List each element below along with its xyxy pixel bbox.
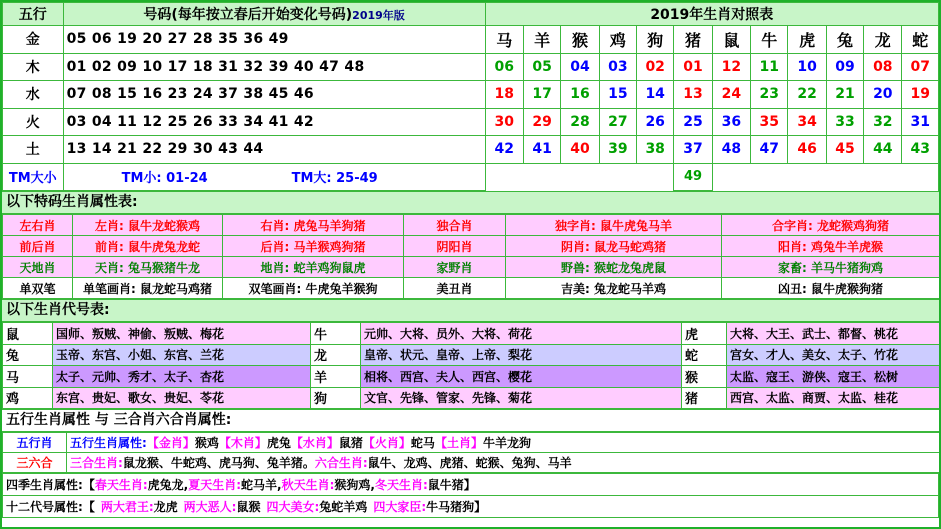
element-label: 水 (3, 81, 64, 109)
attr-cell: 单双笔 (3, 278, 73, 299)
zodiac-header-cell: 狗 (637, 26, 674, 54)
code-text-cell: 国师、叛贼、神偷、叛贼、梅花 (53, 323, 311, 345)
attr-row (3, 236, 940, 257)
attr-cell: 独合肖 (404, 215, 506, 236)
element-row (3, 136, 939, 164)
wuxing-props-label: 五行肖 (3, 433, 67, 453)
element-label: 木 (3, 53, 64, 81)
zodiac-number-cell: 46 (788, 136, 826, 164)
code-zodiac-cell: 蛇 (682, 344, 727, 366)
zodiac-header-cell: 猪 (674, 26, 712, 54)
element-numbers: 13 14 21 22 29 30 43 44 (63, 136, 485, 164)
code-text-cell: 太监、寇王、游侠、寇王、松树 (727, 366, 940, 388)
wuxing-value: 猴鸡 (194, 436, 219, 450)
season-text: 四季生肖属性:【春天生肖:虎兔龙,夏天生肖:蛇马羊,秋天生肖:猴狗鸡,冬天生肖:鼠牛猪】 (3, 474, 939, 496)
zodiac-number-cell: 10 (788, 53, 826, 81)
code-zodiac-cell: 鼠 (3, 323, 53, 345)
season-row (3, 474, 939, 496)
code-zodiac-cell: 牛 (311, 323, 361, 345)
zodiac-number-cell: 16 (561, 81, 599, 109)
wuxing-props-text: 五行生肖属性:【金肖】猴鸡【木肖】虎兔【水肖】鼠猪【火肖】蛇马【土肖】牛羊龙狗 (67, 433, 940, 453)
code-text-cell: 文官、先锋、管家、先锋、菊花 (361, 387, 682, 409)
season-tag: 冬天生肖: (374, 478, 428, 492)
attr-row (3, 215, 940, 236)
code-zodiac-cell: 鸡 (3, 387, 53, 409)
tm-extra-number: 49 (674, 163, 712, 191)
zodiac-number-cell: 20 (864, 81, 902, 109)
code-zodiac-cell: 猴 (682, 366, 727, 388)
season-table (2, 473, 939, 518)
element-label: 火 (3, 108, 64, 136)
wuxing-tag: 【木肖】 (218, 436, 267, 450)
zodiac-number-cell: 02 (637, 53, 674, 81)
code-zodiac-cell: 猪 (682, 387, 727, 409)
attr-cell: 天地肖 (3, 257, 73, 278)
zodiac-number-cell: 01 (674, 53, 712, 81)
zodiac-number-cell: 28 (561, 108, 599, 136)
zodiac-number-cell: 08 (864, 53, 902, 81)
zodiac-header-cell: 蛇 (902, 26, 939, 54)
zodiac-number-cell: 18 (485, 81, 523, 109)
zodiac-number-cell: 11 (751, 53, 788, 81)
zodiac-number-cell: 40 (561, 136, 599, 164)
sanhe-props-text: 三合生肖:鼠龙猴、牛蛇鸡、虎马狗、兔羊猪。六合生肖:鼠牛、龙鸡、虎猪、蛇猴、兔狗、马羊 (67, 453, 940, 473)
zodiac-number-cell: 48 (712, 136, 750, 164)
element-label: 土 (3, 136, 64, 164)
wuxing-tag: 【金肖】 (146, 436, 195, 450)
zodiac-number-cell: 32 (864, 108, 902, 136)
codes-section-title: 以下生肖代号表: (2, 299, 939, 322)
zodiac-number-cell: 35 (751, 108, 788, 136)
attr-section-title: 以下特码生肖属性表: (2, 191, 939, 214)
zodiac-number-cell: 34 (788, 108, 826, 136)
zodiac-header-cell: 羊 (523, 26, 560, 54)
zodiac-number-cell: 31 (902, 108, 939, 136)
twelve-text: 十二代号属性:【 两大君王:龙虎 两大恶人:鼠猴 四大美女:兔蛇羊鸡 四大家臣:牛马猪狗】 (3, 496, 939, 518)
attr-cell: 美丑肖 (404, 278, 506, 299)
attr-cell: 前后肖 (3, 236, 73, 257)
twelve-value: 鼠猴 (236, 500, 261, 514)
twelve-tag: 两大恶人: (183, 500, 237, 514)
zodiac-header-cell: 马 (485, 26, 523, 54)
zodiac-number-cell: 21 (826, 81, 863, 109)
wuxing-props-row (3, 433, 940, 453)
wuxing-value: 鼠猪 (338, 436, 363, 450)
zodiac-number-cell: 13 (674, 81, 712, 109)
zodiac-number-cell: 42 (485, 136, 523, 164)
zodiac-header-cell: 虎 (788, 26, 826, 54)
wuxing-tag: 【水肖】 (290, 436, 339, 450)
code-text-cell: 玉帝、东宫、小姐、东宫、兰花 (53, 344, 311, 366)
attr-cell: 双笔画肖: 牛虎兔羊猴狗 (223, 278, 404, 299)
zodiac-header-cell: 鸡 (599, 26, 636, 54)
element-numbers: 01 02 09 10 17 18 31 32 39 40 47 48 (63, 53, 485, 81)
twelve-tag: 两大君王: (100, 500, 154, 514)
attr-cell: 右肖: 虎兔马羊狗猪 (223, 215, 404, 236)
table-header-row (3, 3, 939, 26)
zodiac-number-cell: 15 (599, 81, 636, 109)
zodiac-number-cell: 44 (864, 136, 902, 164)
zodiac-header-cell: 鼠 (712, 26, 750, 54)
attr-cell: 前肖: 鼠牛虎兔龙蛇 (73, 236, 223, 257)
code-row (3, 387, 940, 409)
zodiac-number-cell: 17 (523, 81, 560, 109)
zodiac-number-cell: 36 (712, 108, 750, 136)
tm-size-row (3, 163, 939, 191)
code-zodiac-cell: 兔 (3, 344, 53, 366)
numbers-header: 号码(每年按立春后开始变化号码)2019年版 (63, 3, 485, 26)
code-zodiac-cell: 马 (3, 366, 53, 388)
element-row (3, 26, 939, 54)
zodiac-number-cell: 26 (637, 108, 674, 136)
zodiac-header-cell: 兔 (826, 26, 863, 54)
code-text-cell: 西宫、太监、商贾、太监、桂花 (727, 387, 940, 409)
zodiac-number-cell: 33 (826, 108, 863, 136)
attr-table (2, 214, 940, 299)
zodiac-number-cell: 39 (599, 136, 636, 164)
season-tag: 夏天生肖: (188, 478, 242, 492)
season-value: 猴狗鸡, (334, 478, 375, 492)
props-table (2, 432, 940, 473)
zodiac-codes-table (2, 322, 940, 409)
twelve-tag: 四大家臣: (373, 500, 427, 514)
tm-label: TM大小 (3, 163, 64, 191)
zodiac-number-cell: 25 (674, 108, 712, 136)
wuxing-value: 虎兔 (266, 436, 291, 450)
wuxing-tag: 【火肖】 (362, 436, 411, 450)
zodiac-number-cell: 22 (788, 81, 826, 109)
code-row (3, 366, 940, 388)
twelve-row (3, 496, 939, 518)
attr-cell: 阳肖: 鸡兔牛羊虎猴 (722, 236, 940, 257)
code-text-cell: 相将、西宫、夫人、西宫、樱花 (361, 366, 682, 388)
code-zodiac-cell: 狗 (311, 387, 361, 409)
zodiac-number-cell: 14 (637, 81, 674, 109)
element-row (3, 108, 939, 136)
element-row (3, 81, 939, 109)
zodiac-table-title: 2019年生肖对照表 (485, 3, 938, 26)
code-text-cell: 元帅、大将、员外、大将、荷花 (361, 323, 682, 345)
zodiac-number-cell: 30 (485, 108, 523, 136)
code-zodiac-cell: 虎 (682, 323, 727, 345)
attr-cell: 独字肖: 鼠牛虎兔马羊 (506, 215, 722, 236)
zodiac-number-cell: 45 (826, 136, 863, 164)
zodiac-number-cell: 24 (712, 81, 750, 109)
season-tag: 秋天生肖: (281, 478, 335, 492)
element-numbers: 07 08 15 16 23 24 37 38 45 46 (63, 81, 485, 109)
season-tag: 春天生肖: (94, 478, 148, 492)
sanhe-props-label: 三六合 (3, 453, 67, 473)
attr-cell: 吉美: 兔龙蛇马羊鸡 (506, 278, 722, 299)
wuxing-tag: 【土肖】 (434, 436, 483, 450)
tm-range: TM小: 01-24 TM大: 25-49 (63, 163, 485, 191)
attr-cell: 左右肖 (3, 215, 73, 236)
zodiac-number-table (2, 2, 939, 191)
attr-row (3, 257, 940, 278)
wuxing-header: 五行 (3, 3, 64, 26)
zodiac-header-cell: 龙 (864, 26, 902, 54)
attr-cell: 左肖: 鼠牛龙蛇猴鸡 (73, 215, 223, 236)
element-label: 金 (3, 26, 64, 54)
season-value: 蛇马羊, (241, 478, 282, 492)
code-row (3, 323, 940, 345)
element-row (3, 53, 939, 81)
code-text-cell: 东宫、贵妃、歌女、贵妃、苓花 (53, 387, 311, 409)
attr-cell: 合字肖: 龙蛇猴鸡狗猪 (722, 215, 940, 236)
zodiac-number-cell: 09 (826, 53, 863, 81)
attr-cell: 野兽: 猴蛇龙兔虎鼠 (506, 257, 722, 278)
zodiac-header-cell: 猴 (561, 26, 599, 54)
twelve-value: 牛马猪狗 (426, 500, 475, 514)
zodiac-number-cell: 03 (599, 53, 636, 81)
zodiac-number-cell: 06 (485, 53, 523, 81)
code-zodiac-cell: 羊 (311, 366, 361, 388)
element-numbers: 05 06 19 20 27 28 35 36 49 (63, 26, 485, 54)
attr-cell: 后肖: 马羊猴鸡狗猪 (223, 236, 404, 257)
attr-cell: 阴肖: 鼠龙马蛇鸡猪 (506, 236, 722, 257)
twelve-value: 龙虎 (153, 500, 178, 514)
zodiac-number-cell: 47 (751, 136, 788, 164)
attr-cell: 地肖: 蛇羊鸡狗鼠虎 (223, 257, 404, 278)
code-text-cell: 宫女、才人、美女、太子、竹花 (727, 344, 940, 366)
wuxing-value: 蛇马 (410, 436, 435, 450)
season-value: 虎兔龙, (147, 478, 189, 492)
twelve-tag: 四大美女: (266, 500, 320, 514)
code-row (3, 344, 940, 366)
zodiac-header-cell: 牛 (751, 26, 788, 54)
attr-row (3, 278, 940, 299)
attr-cell: 阴阳肖 (404, 236, 506, 257)
zodiac-number-cell: 12 (712, 53, 750, 81)
zodiac-number-cell: 23 (751, 81, 788, 109)
season-value: 鼠牛猪 (427, 478, 464, 492)
zodiac-number-cell: 04 (561, 53, 599, 81)
wuxing-value: 牛羊龙狗 (482, 436, 531, 450)
sanhe-props-row (3, 453, 940, 473)
attr-cell: 家畜: 羊马牛猪狗鸡 (722, 257, 940, 278)
element-numbers: 03 04 11 12 25 26 33 34 41 42 (63, 108, 485, 136)
attr-cell: 家野肖 (404, 257, 506, 278)
zodiac-number-cell: 19 (902, 81, 939, 109)
props-section-title: 五行生肖属性 与 三合肖六合肖属性: (2, 409, 939, 432)
zodiac-number-cell: 41 (523, 136, 560, 164)
attr-cell: 天肖: 兔马猴猪牛龙 (73, 257, 223, 278)
zodiac-number-cell: 43 (902, 136, 939, 164)
code-zodiac-cell: 龙 (311, 344, 361, 366)
zodiac-number-cell: 38 (637, 136, 674, 164)
zodiac-number-cell: 27 (599, 108, 636, 136)
attr-cell: 单笔画肖: 鼠龙蛇马鸡猪 (73, 278, 223, 299)
code-text-cell: 皇帝、状元、皇帝、上帝、梨花 (361, 344, 682, 366)
code-text-cell: 大将、大王、武士、都督、桃花 (727, 323, 940, 345)
twelve-value: 兔蛇羊鸡 (319, 500, 368, 514)
zodiac-number-cell: 29 (523, 108, 560, 136)
zodiac-number-cell: 37 (674, 136, 712, 164)
zodiac-number-cell: 07 (902, 53, 939, 81)
attr-cell: 凶丑: 鼠牛虎猴狗猪 (722, 278, 940, 299)
zodiac-number-cell: 05 (523, 53, 560, 81)
code-text-cell: 太子、元帅、秀才、太子、杏花 (53, 366, 311, 388)
